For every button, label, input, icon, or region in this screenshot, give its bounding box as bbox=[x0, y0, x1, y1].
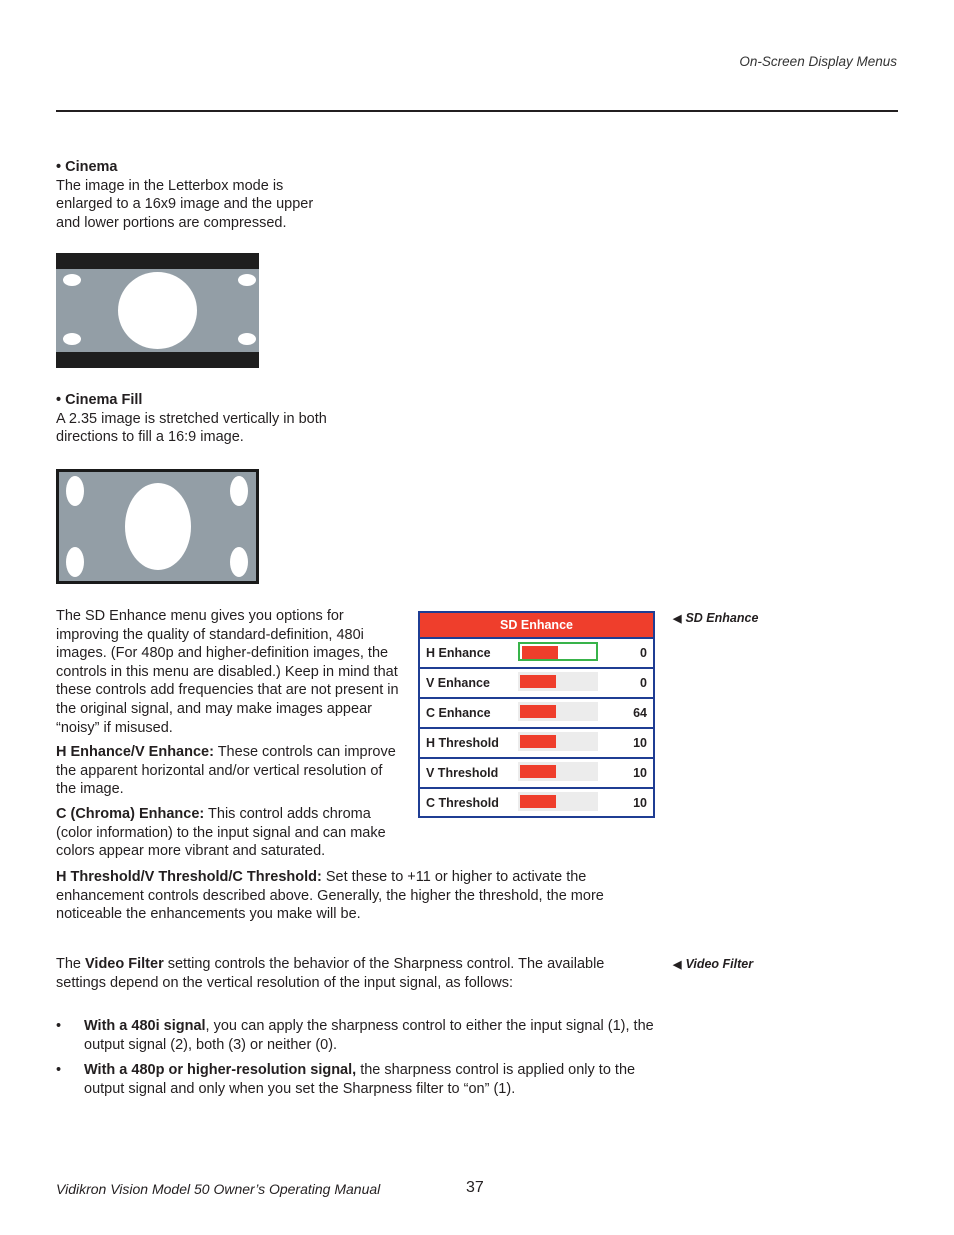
corner-oval bbox=[66, 547, 84, 577]
sd-enhance-intro: The SD Enhance menu gives you options for improving the quality of standard-definition, 480i images. (For 480p and higher-definition images, the controls in this menu are disabled.) Keep in mind that these controls add frequencies that are not present in the original signal, and may make images appear “noisy” if misused. bbox=[56, 608, 399, 736]
osd-row-label: C Enhance bbox=[426, 706, 491, 720]
corner-oval bbox=[230, 547, 248, 577]
corner-oval bbox=[66, 476, 84, 506]
video-filter-side-label: ◀ Video Filter bbox=[673, 957, 754, 971]
corner-oval bbox=[238, 274, 256, 286]
osd-row-value: 10 bbox=[633, 766, 647, 780]
osd-slider-fill bbox=[520, 705, 556, 718]
page-number: 37 bbox=[466, 1179, 484, 1196]
center-oval bbox=[125, 483, 191, 570]
sd-enhance-description bbox=[56, 607, 404, 861]
bottom-letterbox-band bbox=[56, 352, 259, 368]
corner-oval bbox=[63, 274, 81, 286]
osd-row-value: 10 bbox=[633, 796, 647, 810]
osd-slider-track[interactable] bbox=[518, 642, 598, 661]
osd-row-value: 0 bbox=[640, 676, 647, 690]
cinema-heading: • Cinema bbox=[56, 159, 118, 175]
hv-enhance-paragraph: H Enhance/V Enhance: These controls can improve the apparent horizontal and/or vertical resolution of the image. bbox=[56, 744, 396, 798]
cinema-fill-illustration bbox=[56, 469, 259, 584]
cinema-fill-body: A 2.35 image is stretched vertically in both directions to fill a 16:9 image. bbox=[56, 410, 327, 446]
arrow-left-icon: ◀ bbox=[673, 613, 682, 625]
video-filter-bullet-480p: With a 480p or higher-resolution signal, the sharpness control is applied only to the output signal and only when you set the Sharpness filter to “on” (1). bbox=[84, 1062, 636, 1097]
osd-menu-title: SD Enhance bbox=[420, 613, 653, 637]
osd-menu-row[interactable] bbox=[420, 727, 653, 757]
center-circle bbox=[118, 272, 197, 349]
osd-row-label: H Threshold bbox=[426, 736, 499, 750]
corner-oval bbox=[63, 333, 81, 345]
osd-slider-track[interactable] bbox=[518, 762, 598, 781]
sd-enhance-osd-menu bbox=[418, 611, 655, 818]
cinema-illustration bbox=[56, 253, 259, 368]
cinema-fill-heading: • Cinema Fill bbox=[56, 392, 143, 408]
osd-slider-track[interactable] bbox=[518, 792, 598, 811]
osd-row-value: 64 bbox=[633, 706, 647, 720]
osd-menu-row[interactable] bbox=[420, 697, 653, 727]
osd-row-value: 10 bbox=[633, 736, 647, 750]
bullet-marker: • bbox=[56, 1062, 62, 1078]
osd-row-value: 0 bbox=[640, 646, 647, 660]
osd-row-label: V Enhance bbox=[426, 676, 490, 690]
arrow-left-icon: ◀ bbox=[673, 959, 682, 971]
osd-slider-fill bbox=[522, 646, 558, 659]
video-filter-bullet-480i: With a 480i signal, you can apply the sharpness control to either the input signal (1), the output signal (2), both (3) or neither (0). bbox=[84, 1018, 654, 1053]
top-letterbox-band bbox=[56, 253, 259, 269]
osd-row-label: V Threshold bbox=[426, 766, 499, 780]
section-title: On-Screen Display Menus bbox=[739, 54, 897, 69]
cinema-body: The image in the Letterbox mode is enlarged to a 16x9 image and the upper and lower portions are compressed. bbox=[56, 177, 314, 231]
corner-oval bbox=[238, 333, 256, 345]
osd-row-label: C Threshold bbox=[426, 796, 499, 810]
osd-slider-fill bbox=[520, 795, 556, 808]
osd-menu-row[interactable] bbox=[420, 667, 653, 697]
osd-slider-track[interactable] bbox=[518, 672, 598, 691]
chroma-enhance-paragraph: C (Chroma) Enhance: This control adds chroma (color information) to the input signal and can make colors appear more vibrant and saturated. bbox=[56, 805, 386, 860]
cinema-section bbox=[56, 158, 338, 232]
manual-title: Vidikron Vision Model 50 Owner’s Operating Manual bbox=[56, 1181, 381, 1197]
sd-enhance-side-label: ◀ SD Enhance bbox=[673, 611, 759, 625]
cinema-fill-section bbox=[56, 391, 338, 447]
osd-slider-fill bbox=[520, 735, 556, 748]
osd-slider-track[interactable] bbox=[518, 732, 598, 751]
osd-menu-row[interactable] bbox=[420, 787, 653, 817]
threshold-paragraph: H Threshold/V Threshold/C Threshold: Set these to +11 or higher to activate the enhancement controls described above. Generally, the higher the threshold, the more noticeable the enhancements you make will be. bbox=[56, 869, 604, 923]
osd-slider-track[interactable] bbox=[518, 702, 598, 721]
header-rule bbox=[56, 110, 898, 112]
osd-menu-row[interactable] bbox=[420, 757, 653, 787]
video-filter-intro: The Video Filter setting controls the behavior of the Sharpness control. The available settings depend on the vertical resolution of the input signal, as follows: bbox=[56, 956, 605, 991]
bullet-marker: • bbox=[56, 1018, 62, 1034]
corner-oval bbox=[230, 476, 248, 506]
osd-menu-row[interactable] bbox=[420, 637, 653, 667]
osd-row-label: H Enhance bbox=[426, 646, 491, 660]
osd-slider-fill bbox=[520, 675, 556, 688]
osd-slider-fill bbox=[520, 765, 556, 778]
